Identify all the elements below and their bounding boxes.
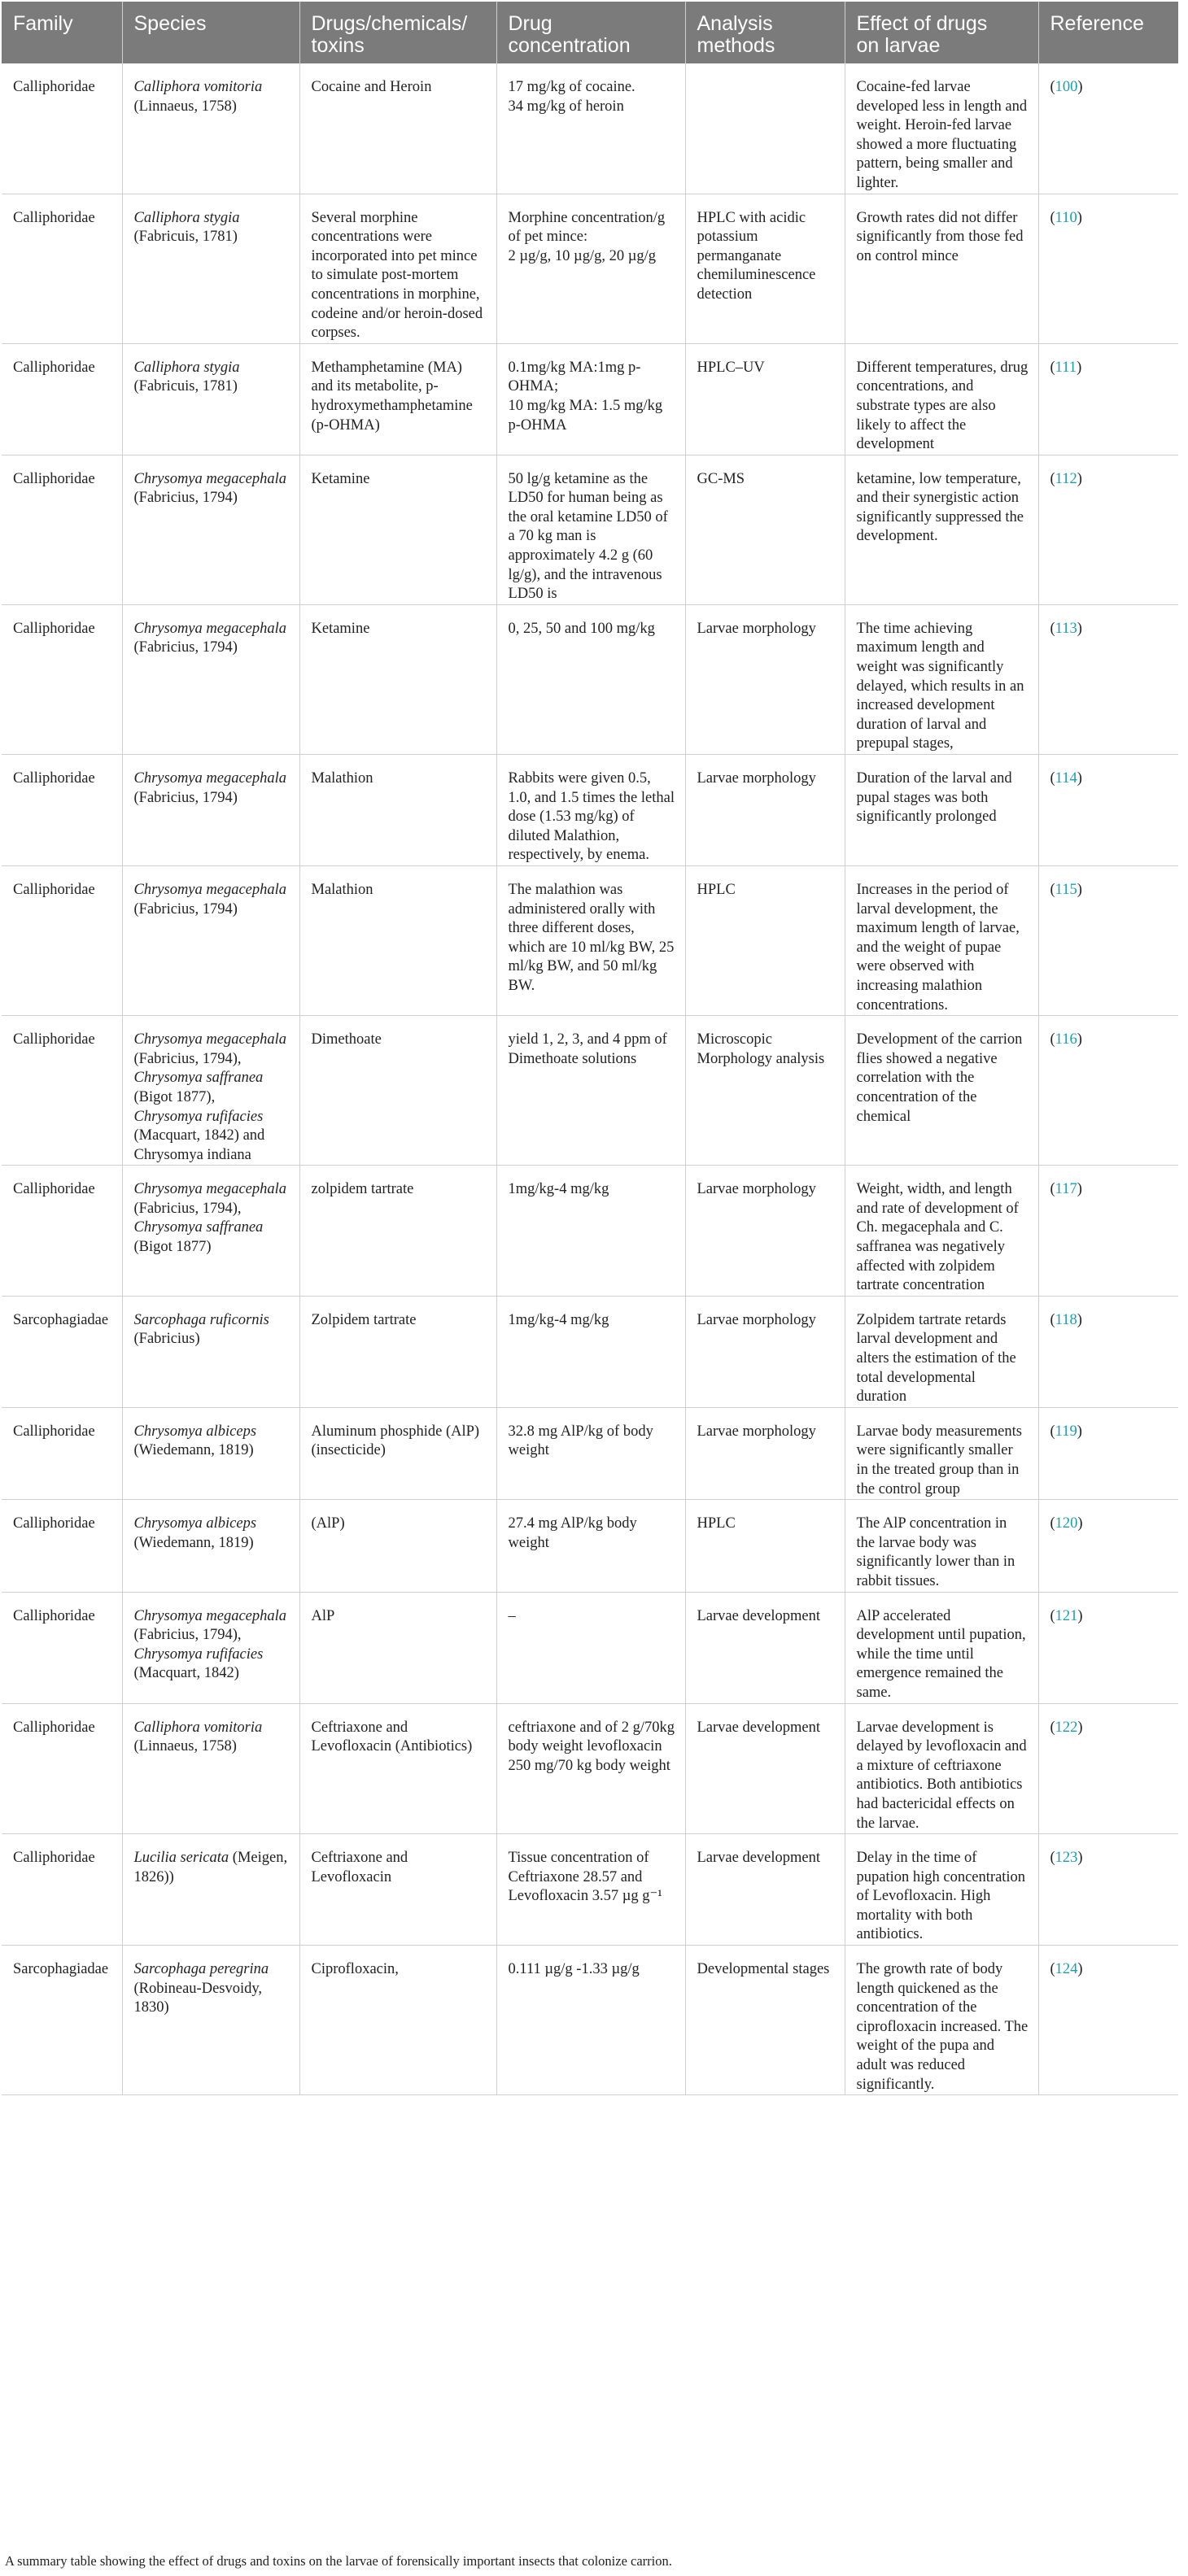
cell-methods: Larvae morphology [685,1166,845,1297]
species-author: (Robineau-Desvoidy, 1830) [133,1980,263,2016]
column-header-species: Species [122,2,299,63]
cell-effect: Delay in the time of pupation high concentration of Levofloxacin. High mortality with both antibiotics. [845,1834,1038,1946]
cell-concentration [496,343,685,455]
cell-family: Calliphoridae [2,1166,122,1297]
species-entry [134,1607,290,1645]
species-entry [134,1719,290,1757]
species-entry [134,1180,290,1218]
species-author: (Linnaeus, 1758) [133,1738,237,1755]
reference-link[interactable]: 120 [1055,1515,1078,1532]
species-author: (Fabricius, 1794), [133,1627,242,1644]
cell-concentration [496,604,685,754]
cell-family: Calliphoridae [2,1703,122,1834]
table-row [2,1703,1178,1834]
cell-species [122,1016,299,1166]
cell-effect: Larvae body measurements were significantly smaller in the treated group than in the control group [845,1407,1038,1499]
table-row [2,194,1178,343]
species-author: (Fabricius, 1794) [133,490,238,507]
species-entry [134,209,290,247]
table-row [2,755,1178,866]
cell-family: Calliphoridae [2,1834,122,1946]
cell-methods: HPLC [685,1500,845,1592]
species-entry [134,620,290,658]
species-name: Chrysomya megacephala [133,1181,287,1198]
cell-species [122,1166,299,1297]
column-header-effect: Effect of drugs on larvae [845,2,1038,63]
concentration-line: 17 mg/kg of cocaine. [508,79,635,95]
cell-family: Calliphoridae [2,1407,122,1499]
cell-family: Calliphoridae [2,343,122,455]
reference-link[interactable]: 121 [1055,1607,1078,1624]
species-author: (Fabricius) [133,1331,200,1348]
reference-link[interactable]: 110 [1055,209,1077,226]
table-row [2,1592,1178,1703]
cell-methods: Larvae development [685,1592,845,1703]
cell-reference: (123) [1038,1834,1178,1946]
column-header-drugs: Drugs/chemicals/ toxins [299,2,496,63]
cell-family: Calliphoridae [2,604,122,754]
cell-drugs: Aluminum phosphide (AlP)(insecticide) [299,1407,496,1499]
concentration-line: 1mg/kg-4 mg/kg [508,1181,609,1198]
species-name: Sarcophaga peregrina [133,1961,269,1978]
cell-family: Calliphoridae [2,755,122,866]
table-row [2,455,1178,604]
cell-methods: Larvae development [685,1834,845,1946]
species-entry [134,769,290,808]
species-entry [134,359,290,397]
species-name: Calliphora vomitoria [133,1719,263,1736]
species-entry [134,1515,290,1553]
species-entry [134,881,290,919]
cell-effect: Different temperatures, drug concentrations, and substrate types are also likely to affect the development [845,343,1038,455]
cell-effect: AlP accelerated development until pupation, while the time until emergence remained the same. [845,1592,1038,1703]
cell-concentration [496,1407,685,1499]
cell-drugs: Dimethoate [299,1016,496,1166]
species-author: (Fabricius, 1794) [133,900,238,918]
cell-reference: (119) [1038,1407,1178,1499]
column-header-methods: Analysis methods [685,2,845,63]
cell-family: Calliphoridae [2,63,122,194]
cell-species [122,755,299,866]
cell-methods: HPLC–UV [685,343,845,455]
cell-family: Sarcophagiadae [2,1296,122,1407]
cell-reference: (118) [1038,1296,1178,1407]
concentration-line: Tissue concentration of Ceftriaxone 28.57 and Levofloxacin 3.57 µg g⁻¹ [508,1850,662,1905]
table-row [2,1296,1178,1407]
species-name: Calliphora stygia [133,359,240,376]
concentration-line: The malathion was administered orally with three different doses, which are 10 ml/kg BW, 25 ml/kg BW, and 50 ml/kg BW. [508,881,675,994]
cell-species [122,343,299,455]
table-caption: A summary table showing the effect of drugs and toxins on the larvae of forensically important insects that colonize carrion. [5,2553,672,2569]
cell-drugs: Ceftriaxone and Levofloxacin [299,1834,496,1946]
reference-link[interactable]: 123 [1055,1850,1078,1867]
column-header-family: Family [2,2,122,63]
species-name: Sarcophaga ruficornis [133,1311,269,1328]
cell-concentration [496,865,685,1015]
cell-drugs: Ciprofloxacin, [299,1946,496,2095]
reference-link[interactable]: 117 [1055,1181,1077,1198]
species-entry [134,1218,290,1257]
species-entry [134,1108,290,1166]
species-entry [134,1960,290,2018]
reference-link[interactable]: 115 [1055,881,1077,898]
cell-species [122,604,299,754]
cell-family: Calliphoridae [2,194,122,343]
cell-species [122,1296,299,1407]
cell-methods: HPLC [685,865,845,1015]
cell-family: Calliphoridae [2,865,122,1015]
cell-reference: (120) [1038,1500,1178,1592]
table-row [2,865,1178,1015]
cell-effect: The time achieving maximum length and weight was significantly delayed, which results in an increased development duration of larval and prepupal stages, [845,604,1038,754]
column-header-reference: Reference [1038,2,1178,63]
cell-effect: Duration of the larval and pupal stages was both significantly prolonged [845,755,1038,866]
cell-concentration [496,1166,685,1297]
table-header [2,2,1178,63]
concentration-line: 34 mg/kg of heroin [508,98,624,115]
cell-concentration [496,1592,685,1703]
table-row [2,1407,1178,1499]
cell-reference: (112) [1038,455,1178,604]
species-name: Chrysomya albiceps [133,1423,257,1440]
cell-methods: Microscopic Morphology analysis [685,1016,845,1166]
cell-methods: Larvae development [685,1703,845,1834]
table-row [2,63,1178,194]
table-row [2,1500,1178,1592]
concentration-line: ceftriaxone and of 2 g/70kg body weight levofloxacin 250 mg/70 kg body weight [508,1719,675,1774]
cell-effect: Growth rates did not differ significantly from those fed on control mince [845,194,1038,343]
species-entry [134,1311,290,1349]
concentration-line: 0, 25, 50 and 100 mg/kg [508,620,655,637]
concentration-line: 0.1mg/kg MA:1mg p-OHMA; [508,359,641,395]
species-entry [134,1069,290,1107]
cell-methods [685,63,845,194]
reference-link[interactable]: 118 [1055,1311,1077,1328]
species-name: Chrysomya albiceps [133,1515,257,1532]
concentration-line: – [508,1607,516,1624]
cell-drugs: Malathion [299,865,496,1015]
table-row [2,1834,1178,1946]
concentration-line: 32.8 mg AlP/kg of body weight [508,1423,653,1459]
cell-family: Calliphoridae [2,1500,122,1592]
reference-link[interactable]: 100 [1055,79,1078,95]
reference-link[interactable]: 124 [1055,1961,1078,1978]
cell-reference: (113) [1038,604,1178,754]
species-name: Chrysomya rufifacies [133,1108,264,1125]
cell-concentration [496,1834,685,1946]
cell-effect: Larvae development is delayed by levofloxacin and a mixture of ceftriaxone antibiotics. Both antibiotics had bactericidal effects on the larvae. [845,1703,1038,1834]
column-header-concentration: Drug concentration [496,2,685,63]
cell-concentration [496,1500,685,1592]
cell-methods: Larvae morphology [685,604,845,754]
species-author: (Fabricius, 1794) [133,789,238,806]
species-entry [134,1423,290,1461]
cell-drugs: Zolpidem tartrate [299,1296,496,1407]
table-row [2,1166,1178,1297]
species-name: Chrysomya saffranea [133,1219,264,1236]
cell-concentration [496,63,685,194]
species-author: (Wiedemann, 1819) [133,1534,254,1551]
cell-methods: GC-MS [685,455,845,604]
concentration-line: yield 1, 2, 3, and 4 ppm of Dimethoate solutions [508,1031,667,1067]
species-name: Chrysomya megacephala [133,881,287,898]
header-row [2,2,1178,63]
cell-reference: (124) [1038,1946,1178,2095]
cell-concentration [496,1296,685,1407]
cell-methods: Larvae morphology [685,1407,845,1499]
cell-reference: (116) [1038,1016,1178,1166]
concentration-line: 0.111 µg/g -1.33 µg/g [508,1961,640,1978]
cell-reference: (114) [1038,755,1178,866]
cell-species [122,455,299,604]
cell-effect: Development of the carrion flies showed a negative correlation with the concentration of the chemical [845,1016,1038,1166]
species-name: Chrysomya megacephala [133,1031,287,1048]
cell-species [122,1834,299,1946]
cell-species [122,194,299,343]
species-name: Chrysomya megacephala [133,1607,287,1624]
species-name: Calliphora stygia [133,209,240,226]
table-row [2,1016,1178,1166]
species-name: Calliphora vomitoria [133,79,263,95]
reference-link[interactable]: 122 [1055,1719,1078,1736]
species-author: (Fabricuis, 1781) [133,378,238,395]
cell-concentration [496,455,685,604]
species-author: (Macquart, 1842) [133,1665,239,1682]
cell-concentration [496,1016,685,1166]
species-name: Chrysomya megacephala [133,620,287,637]
cell-drugs: Malathion [299,755,496,866]
cell-drugs: Ketamine [299,604,496,754]
cell-drugs: (AlP) [299,1500,496,1592]
cell-methods: Larvae morphology [685,755,845,866]
concentration-line: 1mg/kg-4 mg/kg [508,1311,609,1328]
reference-link[interactable]: 116 [1055,1031,1077,1048]
species-entry [134,1645,290,1684]
species-name: Chrysomya rufifacies [133,1645,264,1663]
species-author: (Bigot 1877) [133,1239,212,1256]
species-author: (Fabricuis, 1781) [133,229,238,246]
cell-reference: (117) [1038,1166,1178,1297]
cell-concentration [496,1703,685,1834]
cell-species [122,1500,299,1592]
cell-drugs: zolpidem tartrate [299,1166,496,1297]
cell-family: Calliphoridae [2,1016,122,1166]
cell-species [122,865,299,1015]
table-body [2,63,1178,2095]
cell-species [122,1703,299,1834]
table-row [2,343,1178,455]
cell-family: Sarcophagiadae [2,1946,122,2095]
species-entry [134,78,290,116]
cell-reference: (121) [1038,1592,1178,1703]
species-name: Chrysomya saffranea [133,1070,264,1087]
cell-reference: (111) [1038,343,1178,455]
cell-effect: The growth rate of body length quickened as the concentration of the ciprofloxacin increased. The weight of the pupa and adult was reduced significantly. [845,1946,1038,2095]
reference-link[interactable]: 113 [1055,620,1077,637]
cell-drugs: AlP [299,1592,496,1703]
cell-drugs: Several morphine concentrations were incorporated into pet mince to simulate post-mortem concentrations in morphine, codeine and/or heroin-dosed corpses. [299,194,496,343]
cell-concentration [496,1946,685,2095]
species-name: Chrysomya megacephala [133,770,287,787]
species-entry [134,470,290,508]
species-entry [134,1031,290,1069]
species-author: (Wiedemann, 1819) [133,1442,254,1459]
species-author: (Fabricius, 1794) [133,639,238,656]
cell-methods: HPLC with acidic potassium permanganate chemiluminescence detection [685,194,845,343]
cell-effect: Increases in the period of larval development, the maximum length of larvae, and the weight of pupae were observed with increasing malathion concentrations. [845,865,1038,1015]
cell-reference: (115) [1038,865,1178,1015]
species-entry [134,1849,290,1887]
cell-reference: (122) [1038,1703,1178,1834]
species-author: (Meigen, 1826)) [133,1850,288,1885]
cell-concentration [496,194,685,343]
species-author: (Macquart, 1842) and Chrysomya indiana [133,1127,265,1163]
cell-methods: Developmental stages [685,1946,845,2095]
cell-species [122,1946,299,2095]
table-row [2,604,1178,754]
cell-reference: (110) [1038,194,1178,343]
cell-concentration [496,755,685,866]
species-author: (Bigot 1877), [133,1088,216,1105]
cell-family: Calliphoridae [2,1592,122,1703]
cell-reference: (100) [1038,63,1178,194]
cell-drugs: Ketamine [299,455,496,604]
cell-effect: The AlP concentration in the larvae body was significantly lower than in rabbit tissues. [845,1500,1038,1592]
species-name: Chrysomya megacephala [133,470,287,487]
cell-species [122,1592,299,1703]
concentration-line: 2 µg/g, 10 µg/g, 20 µg/g [508,247,657,264]
cell-effect: Zolpidem tartrate retards larval development and alters the estimation of the total developmental duration [845,1296,1038,1407]
cell-effect: Cocaine-fed larvae developed less in length and weight. Heroin-fed larvae showed a more fluctuating pattern, being smaller and lighter. [845,63,1038,194]
reference-link[interactable]: 119 [1055,1423,1077,1440]
cell-family: Calliphoridae [2,455,122,604]
concentration-line: Rabbits were given 0.5, 1.0, and 1.5 times the lethal dose (1.53 mg/kg) of diluted Malathion, respectively, by enema. [508,770,675,864]
species-author: (Fabricius, 1794), [133,1050,242,1067]
reference-link[interactable]: 112 [1055,470,1077,487]
species-author: (Fabricius, 1794), [133,1200,242,1217]
species-name: Lucilia sericata [133,1850,229,1867]
cell-species [122,1407,299,1499]
cell-drugs: Methamphetamine (MA) and its metabolite, p-hydroxymethamphetamine (p-OHMA) [299,343,496,455]
concentration-line: 50 lg/g ketamine as the LD50 for human being as the oral ketamine LD50 of a 70 kg man is approximately 4.2 g (60 lg/g), and the intravenous LD50 is [508,470,668,603]
drug-effects-table [2,2,1178,2095]
cell-drugs: Cocaine and Heroin [299,63,496,194]
concentration-line: 10 mg/kg MA: 1.5 mg/kg p-OHMA [508,397,663,434]
concentration-line: Morphine concentration/g of pet mince: [508,209,666,246]
reference-link[interactable]: 114 [1055,770,1077,787]
cell-effect: ketamine, low temperature, and their synergistic action significantly suppressed the development. [845,455,1038,604]
cell-species [122,63,299,194]
reference-link[interactable]: 111 [1055,359,1077,376]
table-row [2,1946,1178,2095]
species-author: (Linnaeus, 1758) [133,98,237,115]
cell-methods: Larvae morphology [685,1296,845,1407]
cell-drugs: Ceftriaxone and Levofloxacin (Antibiotics) [299,1703,496,1834]
concentration-line: 27.4 mg AlP/kg body weight [508,1515,637,1551]
cell-effect: Weight, width, and length and rate of development of Ch. megacephala and C. saffranea was negatively affected with zolpidem tartrate concentration [845,1166,1038,1297]
